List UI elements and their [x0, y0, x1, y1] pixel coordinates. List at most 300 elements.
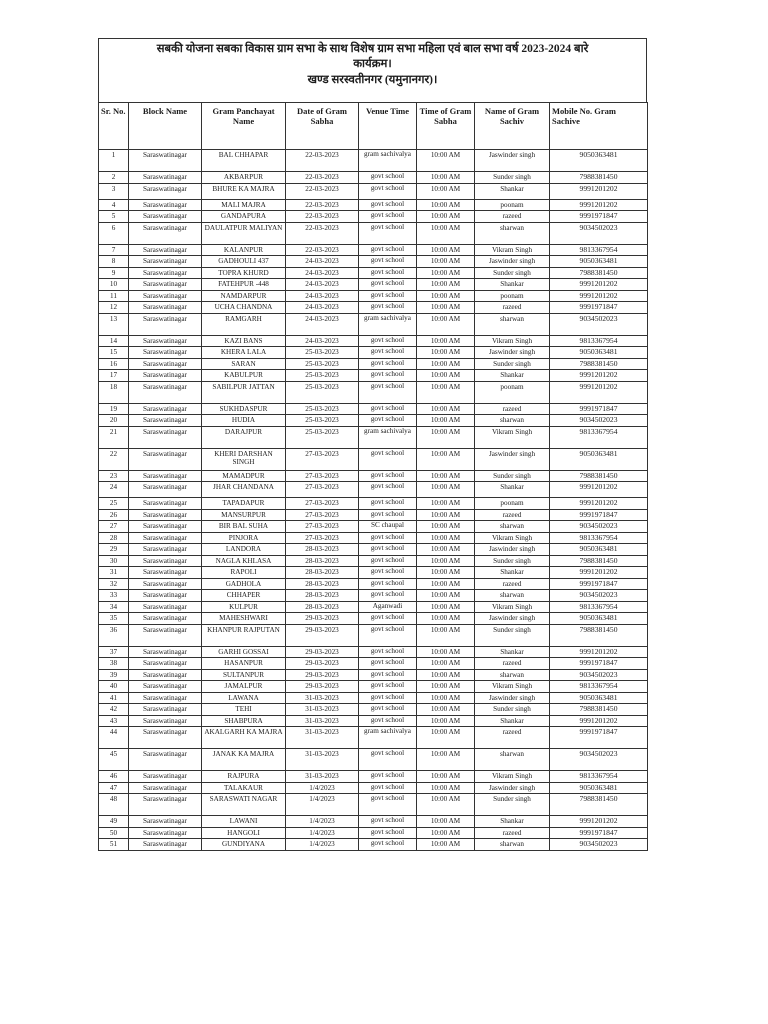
- time-cell: 10:00 AM: [417, 448, 475, 470]
- venue-cell: govt school: [359, 370, 417, 382]
- time-cell: 10:00 AM: [417, 749, 475, 771]
- table-row: [99, 183, 648, 199]
- gram-panchayat-cell: KABULPUR: [202, 370, 286, 382]
- date-cell: 28-03-2023: [286, 555, 359, 567]
- venue-cell: govt school: [359, 578, 417, 590]
- date-cell: 28-03-2023: [286, 590, 359, 602]
- time-cell: 10:00 AM: [417, 150, 475, 172]
- gram-panchayat-cell: KALANPUR: [202, 244, 286, 256]
- mobile-cell: 9034502023: [550, 590, 648, 602]
- date-cell: 24-03-2023: [286, 302, 359, 314]
- date-cell: 25-03-2023: [286, 347, 359, 359]
- sachiv-name-cell: sharwan: [475, 669, 550, 681]
- sachiv-name-cell: Jaswinder singh: [475, 692, 550, 704]
- table-row: [99, 199, 648, 211]
- table-row: [99, 715, 648, 727]
- time-cell: 10:00 AM: [417, 199, 475, 211]
- sr-no-cell: 44: [99, 727, 129, 749]
- venue-cell: govt school: [359, 415, 417, 427]
- gram-panchayat-cell: KHERA LALA: [202, 347, 286, 359]
- block-name-cell: Saraswatinagar: [129, 613, 202, 625]
- gram-panchayat-cell: BHURE KA MAJRA: [202, 183, 286, 199]
- venue-cell: govt school: [359, 470, 417, 482]
- gram-panchayat-cell: FATEHPUR -448: [202, 279, 286, 291]
- mobile-cell: 9991971847: [550, 403, 648, 415]
- sr-no-cell: 40: [99, 681, 129, 693]
- sachiv-name-cell: Jaswinder singh: [475, 782, 550, 794]
- time-cell: 10:00 AM: [417, 509, 475, 521]
- block-name-cell: Saraswatinagar: [129, 335, 202, 347]
- mobile-cell: 9050363481: [550, 256, 648, 268]
- table-row: [99, 658, 648, 670]
- date-cell: 25-03-2023: [286, 381, 359, 403]
- table-row: [99, 335, 648, 347]
- venue-cell: govt school: [359, 544, 417, 556]
- sr-no-cell: 23: [99, 470, 129, 482]
- venue-cell: govt school: [359, 590, 417, 602]
- mobile-cell: 9991201202: [550, 567, 648, 579]
- table-row: [99, 347, 648, 359]
- block-name-cell: Saraswatinagar: [129, 470, 202, 482]
- venue-cell: govt school: [359, 403, 417, 415]
- table-row: [99, 771, 648, 783]
- block-name-cell: Saraswatinagar: [129, 302, 202, 314]
- date-cell: 22-03-2023: [286, 183, 359, 199]
- block-name-cell: Saraswatinagar: [129, 578, 202, 590]
- date-cell: 28-03-2023: [286, 578, 359, 590]
- sachiv-name-cell: sharwan: [475, 313, 550, 335]
- time-cell: 10:00 AM: [417, 244, 475, 256]
- venue-cell: govt school: [359, 555, 417, 567]
- gram-panchayat-cell: DARAJPUR: [202, 426, 286, 448]
- block-name-cell: Saraswatinagar: [129, 370, 202, 382]
- block-name-cell: Saraswatinagar: [129, 601, 202, 613]
- sr-no-cell: 1: [99, 150, 129, 172]
- date-cell: 29-03-2023: [286, 613, 359, 625]
- sachiv-name-cell: poonam: [475, 498, 550, 510]
- mobile-cell: 9991201202: [550, 199, 648, 211]
- sachiv-name-cell: Sunder singh: [475, 470, 550, 482]
- venue-cell: govt school: [359, 749, 417, 771]
- header-gram-panchayat-name: Gram Panchayat Name: [202, 103, 286, 150]
- sachiv-name-cell: Vikram Singh: [475, 601, 550, 613]
- sachiv-name-cell: Shankar: [475, 715, 550, 727]
- date-cell: 1/4/2023: [286, 816, 359, 828]
- time-cell: 10:00 AM: [417, 403, 475, 415]
- time-cell: 10:00 AM: [417, 669, 475, 681]
- table-row: [99, 256, 648, 268]
- time-cell: 10:00 AM: [417, 646, 475, 658]
- sr-no-cell: 47: [99, 782, 129, 794]
- time-cell: 10:00 AM: [417, 313, 475, 335]
- sr-no-cell: 50: [99, 827, 129, 839]
- time-cell: 10:00 AM: [417, 498, 475, 510]
- sr-no-cell: 31: [99, 567, 129, 579]
- sr-no-cell: 42: [99, 704, 129, 716]
- sr-no-cell: 18: [99, 381, 129, 403]
- venue-cell: govt school: [359, 290, 417, 302]
- time-cell: 10:00 AM: [417, 590, 475, 602]
- mobile-cell: 9991201202: [550, 816, 648, 828]
- block-name-cell: Saraswatinagar: [129, 624, 202, 646]
- sachiv-name-cell: Sunder singh: [475, 794, 550, 816]
- date-cell: 1/4/2023: [286, 839, 359, 851]
- gram-panchayat-cell: TEHI: [202, 704, 286, 716]
- gram-panchayat-cell: GANDAPURA: [202, 211, 286, 223]
- sachiv-name-cell: Jaswinder singh: [475, 544, 550, 556]
- table-row: [99, 601, 648, 613]
- mobile-cell: 9813367954: [550, 771, 648, 783]
- time-cell: 10:00 AM: [417, 613, 475, 625]
- date-cell: 22-03-2023: [286, 211, 359, 223]
- sr-no-cell: 16: [99, 358, 129, 370]
- document-title-continuation: कार्यक्रम।: [353, 58, 392, 70]
- sr-no-cell: 9: [99, 267, 129, 279]
- sachiv-name-cell: Sunder singh: [475, 358, 550, 370]
- date-cell: 22-03-2023: [286, 150, 359, 172]
- sachiv-name-cell: Vikram Singh: [475, 244, 550, 256]
- gram-panchayat-cell: GADHOLA: [202, 578, 286, 590]
- gram-panchayat-cell: KHERI DARSHAN SINGH: [202, 448, 286, 470]
- date-cell: 27-03-2023: [286, 498, 359, 510]
- table-row: [99, 448, 648, 470]
- block-name-cell: Saraswatinagar: [129, 771, 202, 783]
- date-cell: 31-03-2023: [286, 771, 359, 783]
- sr-no-cell: 10: [99, 279, 129, 291]
- gram-panchayat-cell: TOPRA KHURD: [202, 267, 286, 279]
- date-cell: 24-03-2023: [286, 256, 359, 268]
- sr-no-cell: 27: [99, 521, 129, 533]
- sr-no-cell: 5: [99, 211, 129, 223]
- block-name-cell: Saraswatinagar: [129, 448, 202, 470]
- venue-cell: govt school: [359, 567, 417, 579]
- date-cell: 28-03-2023: [286, 544, 359, 556]
- mobile-cell: 9813367954: [550, 681, 648, 693]
- table-row: [99, 415, 648, 427]
- mobile-cell: 9813367954: [550, 601, 648, 613]
- time-cell: 10:00 AM: [417, 358, 475, 370]
- block-name-cell: Saraswatinagar: [129, 199, 202, 211]
- gram-panchayat-cell: PINJORA: [202, 532, 286, 544]
- block-name-cell: Saraswatinagar: [129, 313, 202, 335]
- block-name-cell: Saraswatinagar: [129, 244, 202, 256]
- venue-cell: govt school: [359, 347, 417, 359]
- date-cell: 31-03-2023: [286, 715, 359, 727]
- sr-no-cell: 21: [99, 426, 129, 448]
- gram-panchayat-cell: JANAK KA MAJRA: [202, 749, 286, 771]
- sr-no-cell: 8: [99, 256, 129, 268]
- mobile-cell: 9991971847: [550, 727, 648, 749]
- table-row: [99, 578, 648, 590]
- date-cell: 31-03-2023: [286, 692, 359, 704]
- gram-panchayat-cell: RAPOLI: [202, 567, 286, 579]
- gram-panchayat-cell: LAWANI: [202, 816, 286, 828]
- document-title-block: [98, 38, 647, 102]
- time-cell: 10:00 AM: [417, 794, 475, 816]
- sachiv-name-cell: Sunder singh: [475, 172, 550, 184]
- sachiv-name-cell: Sunder singh: [475, 267, 550, 279]
- header-date-of-gram-sabha: Date of Gram Sabha: [286, 103, 359, 150]
- table-row: [99, 794, 648, 816]
- sachiv-name-cell: Shankar: [475, 816, 550, 828]
- sr-no-cell: 14: [99, 335, 129, 347]
- date-cell: 25-03-2023: [286, 426, 359, 448]
- sachiv-name-cell: Vikram Singh: [475, 532, 550, 544]
- table-header-row: [99, 103, 648, 150]
- mobile-cell: 7988381450: [550, 172, 648, 184]
- block-name-cell: Saraswatinagar: [129, 749, 202, 771]
- time-cell: 10:00 AM: [417, 816, 475, 828]
- table-row: [99, 426, 648, 448]
- sr-no-cell: 11: [99, 290, 129, 302]
- table-row: [99, 521, 648, 533]
- time-cell: 10:00 AM: [417, 415, 475, 427]
- table-row: [99, 567, 648, 579]
- sr-no-cell: 25: [99, 498, 129, 510]
- date-cell: 27-03-2023: [286, 448, 359, 470]
- sr-no-cell: 28: [99, 532, 129, 544]
- venue-cell: govt school: [359, 669, 417, 681]
- venue-cell: govt school: [359, 681, 417, 693]
- sachiv-name-cell: Sunder singh: [475, 704, 550, 716]
- gram-panchayat-cell: BAL CHHAPAR: [202, 150, 286, 172]
- time-cell: 10:00 AM: [417, 267, 475, 279]
- sr-no-cell: 36: [99, 624, 129, 646]
- sachiv-name-cell: razeed: [475, 658, 550, 670]
- gram-panchayat-cell: RAMGARH: [202, 313, 286, 335]
- block-name-cell: Saraswatinagar: [129, 567, 202, 579]
- mobile-cell: 9991971847: [550, 827, 648, 839]
- mobile-cell: 9991201202: [550, 646, 648, 658]
- time-cell: 10:00 AM: [417, 222, 475, 244]
- mobile-cell: 7988381450: [550, 624, 648, 646]
- mobile-cell: 9050363481: [550, 150, 648, 172]
- time-cell: 10:00 AM: [417, 681, 475, 693]
- block-name-cell: Saraswatinagar: [129, 211, 202, 223]
- time-cell: 10:00 AM: [417, 256, 475, 268]
- venue-cell: govt school: [359, 794, 417, 816]
- mobile-cell: 7988381450: [550, 704, 648, 716]
- time-cell: 10:00 AM: [417, 601, 475, 613]
- block-name-cell: Saraswatinagar: [129, 279, 202, 291]
- table-row: [99, 150, 648, 172]
- date-cell: 1/4/2023: [286, 827, 359, 839]
- mobile-cell: 9034502023: [550, 669, 648, 681]
- table-row: [99, 555, 648, 567]
- venue-cell: govt school: [359, 482, 417, 498]
- block-name-cell: Saraswatinagar: [129, 183, 202, 199]
- gram-panchayat-cell: SULTANPUR: [202, 669, 286, 681]
- mobile-cell: 9991201202: [550, 290, 648, 302]
- gram-panchayat-cell: NAMDARPUR: [202, 290, 286, 302]
- time-cell: 10:00 AM: [417, 555, 475, 567]
- block-name-cell: Saraswatinagar: [129, 498, 202, 510]
- block-name-cell: Saraswatinagar: [129, 669, 202, 681]
- table-row: [99, 279, 648, 291]
- date-cell: 27-03-2023: [286, 509, 359, 521]
- time-cell: 10:00 AM: [417, 335, 475, 347]
- mobile-cell: 9991971847: [550, 578, 648, 590]
- table-row: [99, 211, 648, 223]
- gram-panchayat-cell: KAZI BANS: [202, 335, 286, 347]
- header-mobile-no: Mobile No. Gram Sachive: [550, 103, 648, 150]
- sr-no-cell: 2: [99, 172, 129, 184]
- gram-panchayat-cell: DAULATPUR MALIYAN: [202, 222, 286, 244]
- table-row: [99, 302, 648, 314]
- time-cell: 10:00 AM: [417, 692, 475, 704]
- sr-no-cell: 20: [99, 415, 129, 427]
- gram-panchayat-cell: SARAN: [202, 358, 286, 370]
- date-cell: 24-03-2023: [286, 335, 359, 347]
- venue-cell: govt school: [359, 267, 417, 279]
- table-row: [99, 613, 648, 625]
- venue-cell: govt school: [359, 199, 417, 211]
- block-name-cell: Saraswatinagar: [129, 256, 202, 268]
- sachiv-name-cell: Vikram Singh: [475, 335, 550, 347]
- sachiv-name-cell: Sunder singh: [475, 624, 550, 646]
- sachiv-name-cell: Jaswinder singh: [475, 448, 550, 470]
- time-cell: 10:00 AM: [417, 426, 475, 448]
- sr-no-cell: 41: [99, 692, 129, 704]
- header-venue-time: Venue Time: [359, 103, 417, 150]
- sachiv-name-cell: sharwan: [475, 749, 550, 771]
- time-cell: 10:00 AM: [417, 827, 475, 839]
- sr-no-cell: 17: [99, 370, 129, 382]
- gram-panchayat-cell: AKBARPUR: [202, 172, 286, 184]
- sr-no-cell: 4: [99, 199, 129, 211]
- table-row: [99, 590, 648, 602]
- gram-panchayat-cell: CHHAPER: [202, 590, 286, 602]
- table-row: [99, 358, 648, 370]
- gram-panchayat-cell: MAHESHWARI: [202, 613, 286, 625]
- date-cell: 25-03-2023: [286, 415, 359, 427]
- time-cell: 10:00 AM: [417, 290, 475, 302]
- mobile-cell: 9991201202: [550, 498, 648, 510]
- sachiv-name-cell: sharwan: [475, 222, 550, 244]
- date-cell: 22-03-2023: [286, 199, 359, 211]
- sachiv-name-cell: poonam: [475, 290, 550, 302]
- venue-cell: govt school: [359, 771, 417, 783]
- sachiv-name-cell: Sunder singh: [475, 555, 550, 567]
- mobile-cell: 9991971847: [550, 302, 648, 314]
- sr-no-cell: 35: [99, 613, 129, 625]
- date-cell: 27-03-2023: [286, 482, 359, 498]
- sr-no-cell: 26: [99, 509, 129, 521]
- mobile-cell: 9050363481: [550, 692, 648, 704]
- mobile-cell: 9050363481: [550, 544, 648, 556]
- block-name-cell: Saraswatinagar: [129, 827, 202, 839]
- date-cell: 1/4/2023: [286, 794, 359, 816]
- venue-cell: govt school: [359, 532, 417, 544]
- mobile-cell: 9991971847: [550, 509, 648, 521]
- block-name-cell: Saraswatinagar: [129, 646, 202, 658]
- mobile-cell: 9034502023: [550, 839, 648, 851]
- sr-no-cell: 38: [99, 658, 129, 670]
- block-name-cell: Saraswatinagar: [129, 692, 202, 704]
- venue-cell: govt school: [359, 816, 417, 828]
- table-row: [99, 816, 648, 828]
- gram-panchayat-cell: GADHOULI 437: [202, 256, 286, 268]
- table-row: [99, 624, 648, 646]
- mobile-cell: 9034502023: [550, 415, 648, 427]
- sr-no-cell: 43: [99, 715, 129, 727]
- sachiv-name-cell: Shankar: [475, 279, 550, 291]
- header-name-of-gram-sachiv: Name of Gram Sachiv: [475, 103, 550, 150]
- venue-cell: gram sachivalya: [359, 150, 417, 172]
- venue-cell: govt school: [359, 782, 417, 794]
- venue-cell: govt school: [359, 613, 417, 625]
- table-row: [99, 381, 648, 403]
- table-row: [99, 827, 648, 839]
- gram-panchayat-cell: RAJPURA: [202, 771, 286, 783]
- date-cell: 27-03-2023: [286, 521, 359, 533]
- gram-panchayat-cell: HASANPUR: [202, 658, 286, 670]
- sachiv-name-cell: Shankar: [475, 567, 550, 579]
- header-block-name: Block Name: [129, 103, 202, 150]
- date-cell: 27-03-2023: [286, 470, 359, 482]
- gram-panchayat-cell: TALAKAUR: [202, 782, 286, 794]
- venue-cell: SC chaupal: [359, 521, 417, 533]
- date-cell: 24-03-2023: [286, 279, 359, 291]
- document-sheet: [98, 38, 647, 851]
- gram-panchayat-cell: HANGOLI: [202, 827, 286, 839]
- sachiv-name-cell: razeed: [475, 211, 550, 223]
- mobile-cell: 9991201202: [550, 381, 648, 403]
- mobile-cell: 9034502023: [550, 222, 648, 244]
- gram-panchayat-cell: LANDORA: [202, 544, 286, 556]
- gram-panchayat-cell: LAWANA: [202, 692, 286, 704]
- sr-no-cell: 39: [99, 669, 129, 681]
- table-row: [99, 267, 648, 279]
- block-name-cell: Saraswatinagar: [129, 704, 202, 716]
- mobile-cell: 9050363481: [550, 613, 648, 625]
- sachiv-name-cell: razeed: [475, 727, 550, 749]
- sr-no-cell: 48: [99, 794, 129, 816]
- sachiv-name-cell: Vikram Singh: [475, 771, 550, 783]
- sachiv-name-cell: razeed: [475, 827, 550, 839]
- venue-cell: govt school: [359, 183, 417, 199]
- block-name-cell: Saraswatinagar: [129, 839, 202, 851]
- block-name-cell: Saraswatinagar: [129, 222, 202, 244]
- gram-panchayat-cell: HUDIA: [202, 415, 286, 427]
- sr-no-cell: 19: [99, 403, 129, 415]
- gram-panchayat-cell: UCHA CHANDNA: [202, 302, 286, 314]
- mobile-cell: 9813367954: [550, 335, 648, 347]
- date-cell: 22-03-2023: [286, 222, 359, 244]
- table-row: [99, 669, 648, 681]
- table-row: [99, 749, 648, 771]
- table-row: [99, 509, 648, 521]
- gram-panchayat-cell: AKALGARH KA MAJRA: [202, 727, 286, 749]
- time-cell: 10:00 AM: [417, 482, 475, 498]
- sr-no-cell: 29: [99, 544, 129, 556]
- sr-no-cell: 46: [99, 771, 129, 783]
- sr-no-cell: 13: [99, 313, 129, 335]
- venue-cell: govt school: [359, 302, 417, 314]
- mobile-cell: 7988381450: [550, 358, 648, 370]
- block-name-cell: Saraswatinagar: [129, 681, 202, 693]
- time-cell: 10:00 AM: [417, 172, 475, 184]
- date-cell: 31-03-2023: [286, 749, 359, 771]
- sr-no-cell: 33: [99, 590, 129, 602]
- date-cell: 25-03-2023: [286, 403, 359, 415]
- gram-panchayat-cell: SUKHDASPUR: [202, 403, 286, 415]
- sr-no-cell: 6: [99, 222, 129, 244]
- gram-panchayat-cell: KHANPUR RAJPUTAN: [202, 624, 286, 646]
- sachiv-name-cell: Shankar: [475, 370, 550, 382]
- venue-cell: govt school: [359, 279, 417, 291]
- venue-cell: gram sachivalya: [359, 426, 417, 448]
